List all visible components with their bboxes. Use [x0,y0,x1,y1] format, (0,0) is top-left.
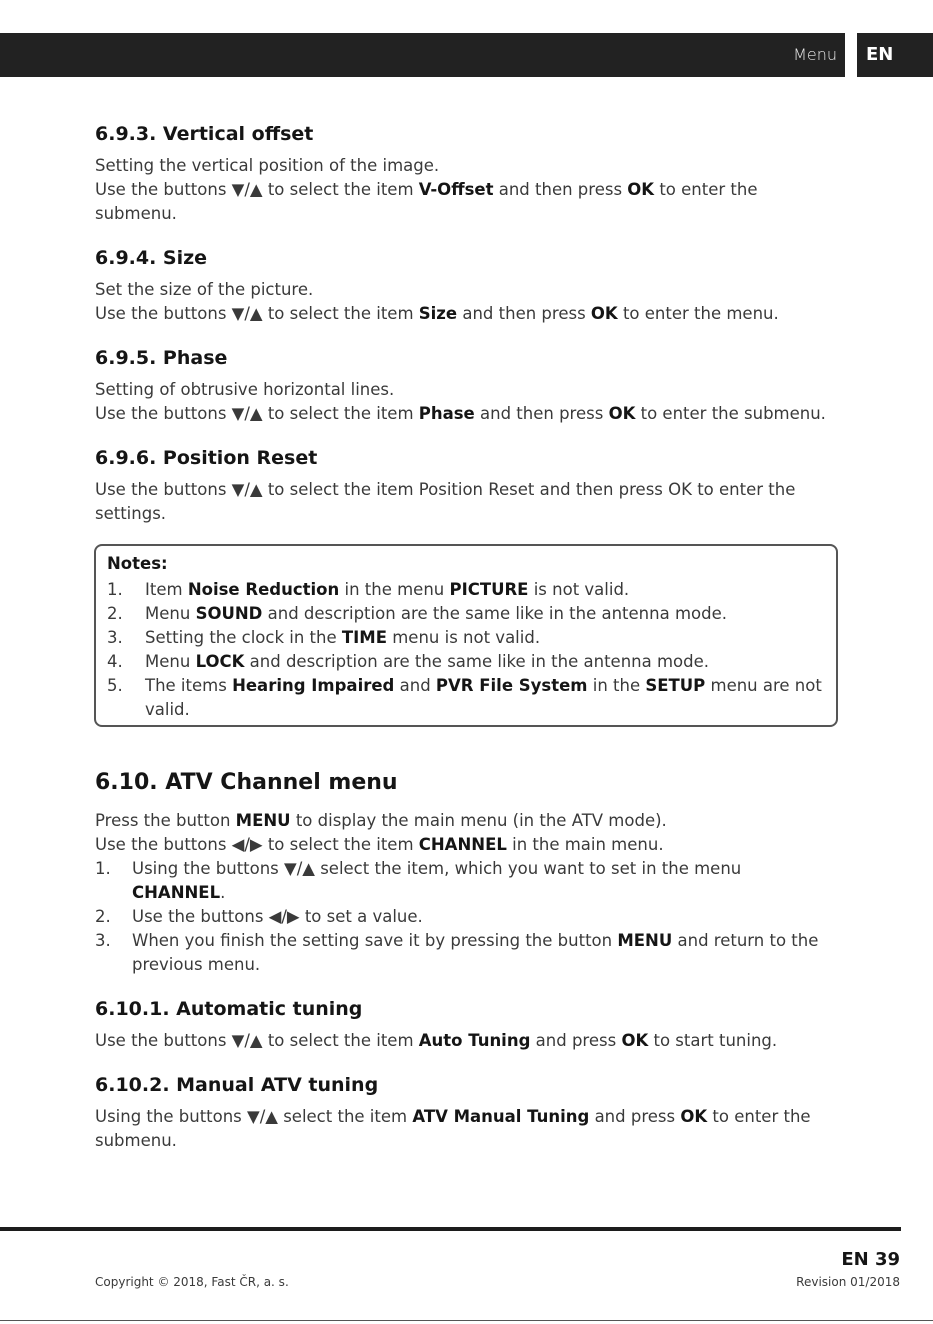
header-bar [0,33,845,77]
paragraph-line: Use the buttons ▼/▲ to select the item Phase and then press OK to enter the submenu. [95,404,826,423]
notes-box: Notes: 1. Item Noise Reduction in the menu PICTURE is not valid. 2. Menu SOUND and description are the same like in the antenna mode. 3. Setting the clock in the TIME menu is not valid. 4. Menu LOCK and description are the same like in the antenna mode. 5. The items Hearing Impaired and PVR File System in the SETUP menu are not valid. [94,544,838,727]
paragraph-line: Press the button MENU to display the main menu (in the ATV mode). [95,811,667,830]
header-section-label: Menu [793,45,837,64]
heading-vertical-offset: 6.9.3. Vertical offset [95,123,314,145]
list-item: 3. When you finish the setting save it by pressing the button MENU and return to the previous menu. [95,931,819,974]
heading-manual-atv-tuning: 6.10.2. Manual ATV tuning [95,1074,379,1096]
page-number: EN 39 [841,1249,900,1270]
footer-divider [0,1227,901,1231]
heading-size: 6.9.4. Size [95,247,208,269]
paragraph-line: submenu. [95,204,177,223]
heading-atv-channel-menu: 6.10. ATV Channel menu [95,770,398,795]
revision-text: Revision 01/2018 [796,1275,900,1289]
language-badge [857,33,933,77]
language-label: EN [866,44,894,65]
page-bottom-rule [0,1320,933,1321]
paragraph-line: Use the buttons ◀/▶ to select the item CHANNEL in the main menu. [95,835,664,854]
paragraph-line: Use the buttons ▼/▲ to select the item Position Reset and then press OK to enter the [95,480,796,499]
list-item-continuation: valid. [145,700,190,719]
notes-title: Notes: [107,554,168,573]
paragraph-line: settings. [95,504,167,523]
paragraph-line: Use the buttons ▼/▲ to select the item V-Offset and then press OK to enter the [95,180,758,199]
paragraph-line: Setting the vertical position of the image. [95,156,440,175]
list-item: 1. Using the buttons ▼/▲ select the item, which you want to set in the menu CHANNEL. [95,859,742,902]
heading-automatic-tuning: 6.10.1. Automatic tuning [95,998,363,1020]
paragraph-line: submenu. [95,1131,177,1150]
heading-position-reset: 6.9.6. Position Reset [95,447,318,469]
copyright-text: Copyright © 2018, Fast ČR, a. s. [95,1275,289,1289]
paragraph-line: Set the size of the picture. [95,280,314,299]
paragraph-line: Use the buttons ▼/▲ to select the item Auto Tuning and press OK to start tuning. [95,1031,778,1050]
paragraph-line: Setting of obtrusive horizontal lines. [95,380,395,399]
heading-phase: 6.9.5. Phase [95,347,228,369]
paragraph-line: Use the buttons ▼/▲ to select the item Size and then press OK to enter the menu. [95,304,779,323]
paragraph-line: Using the buttons ▼/▲ select the item ATV Manual Tuning and press OK to enter the [95,1107,811,1126]
